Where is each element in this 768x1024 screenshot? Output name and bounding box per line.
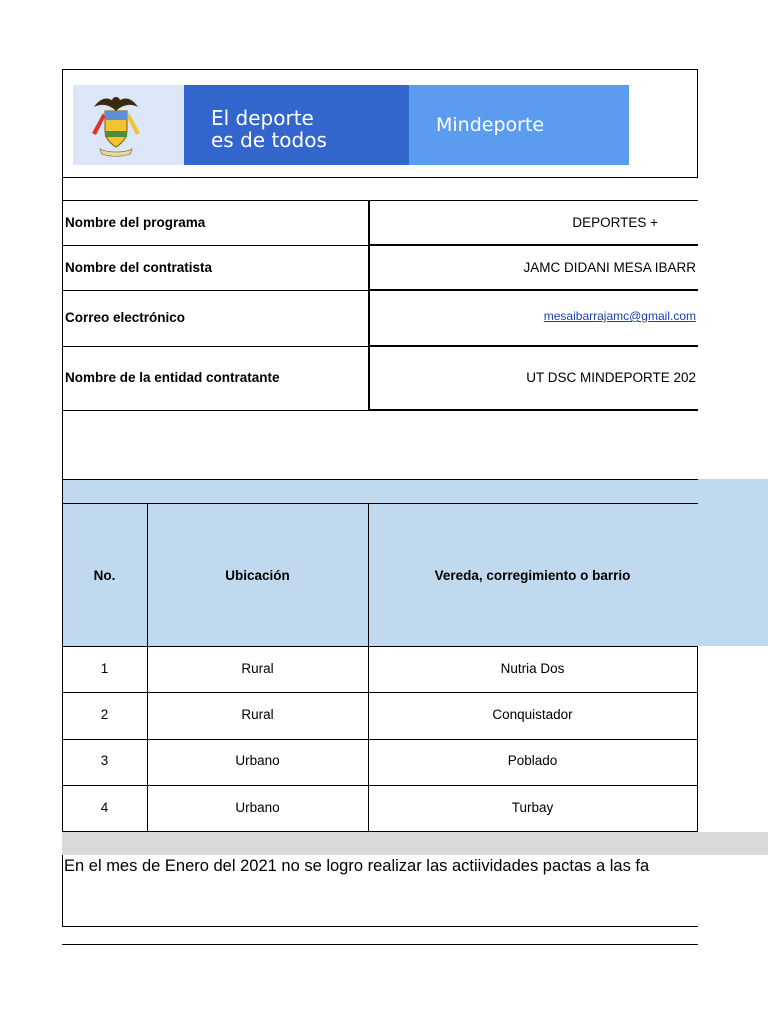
row-village: Poblado <box>507 753 558 768</box>
note-left-border <box>62 855 63 926</box>
row-number: 2 <box>100 707 109 722</box>
email-link[interactable]: mesaibarrajamc@gmail.com <box>543 309 696 323</box>
divider <box>62 503 698 504</box>
row-village: Nutria Dos <box>500 661 565 676</box>
contractor-label: Nombre del contratista <box>65 260 213 275</box>
table-border <box>62 479 63 832</box>
slogan-block <box>184 85 409 165</box>
slogan-line-2: es de todos <box>211 128 327 152</box>
entity-value: UT DSC MINDEPORTE 202 <box>526 370 696 385</box>
info-column-divider <box>368 200 370 411</box>
contractor-value: JAMC DIDANI MESA IBARR <box>523 260 696 275</box>
col-header-village: Vereda, corregimiento o barrio <box>434 568 631 583</box>
col-header-location: Ubicación <box>225 568 290 583</box>
slogan-line-1: El deporte <box>211 106 314 130</box>
row-location: Urbano <box>235 753 280 768</box>
info-row-entity <box>62 346 698 410</box>
entity-label: Nombre de la entidad contratante <box>65 370 280 385</box>
observation-note: En el mes de Enero del 2021 no se logro realizar las actiividades pactas a las fa <box>64 857 650 875</box>
row-village: Conquistador <box>492 707 573 722</box>
row-number: 1 <box>100 661 109 676</box>
divider <box>62 646 698 647</box>
program-label: Nombre del programa <box>65 215 206 230</box>
header-frame-right-edge <box>697 69 698 178</box>
row-number: 4 <box>100 800 109 815</box>
divider <box>62 926 698 927</box>
info-row-contractor <box>62 245 698 290</box>
row-location: Rural <box>241 661 274 676</box>
section-separator-band <box>62 832 768 855</box>
row-location: Rural <box>241 707 274 722</box>
divider <box>62 739 698 740</box>
info-row-program <box>62 200 698 245</box>
divider <box>62 479 698 480</box>
col-header-number: No. <box>93 568 116 583</box>
coat-of-arms-icon <box>73 85 184 165</box>
divider <box>368 409 698 411</box>
row-number: 3 <box>100 753 109 768</box>
row-location: Urbano <box>235 800 280 815</box>
email-label: Correo electrónico <box>65 310 186 325</box>
row-village: Turbay <box>511 800 554 815</box>
divider <box>62 410 368 411</box>
spacer-left-border <box>62 410 63 480</box>
table-header-band <box>62 479 768 646</box>
brand-logo-text: Mindeporte <box>409 85 629 165</box>
info-row-email <box>62 290 698 346</box>
divider <box>62 692 698 693</box>
divider <box>62 785 698 786</box>
divider <box>62 944 698 945</box>
program-value: DEPORTES + <box>572 215 658 230</box>
